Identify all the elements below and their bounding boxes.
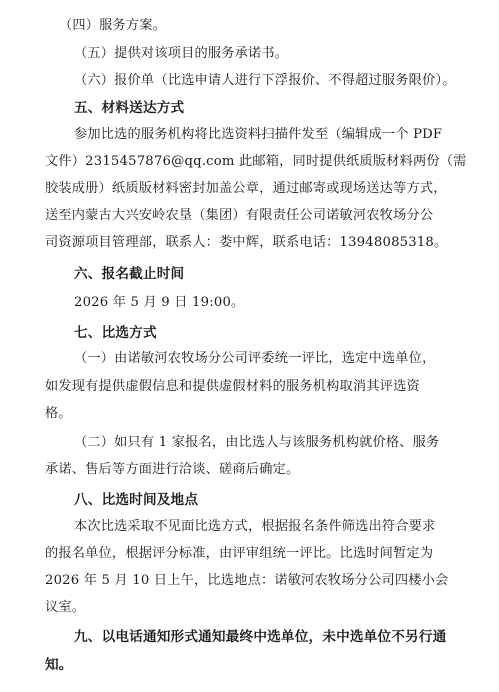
section-7-paragraph-line: 承诺、售后等方面进行洽谈、磋商后确定。 — [45, 462, 300, 477]
section-6-heading: 六、报名截止时间 — [74, 266, 185, 282]
section-5-paragraph-line: 参加比选的服务机构将比选资料扫描件发至（编辑成一个 PDF — [74, 127, 443, 142]
section-5-paragraph-line: 司资源项目管理部，联系人：娄中辉，联系电话：13948085318。 — [45, 235, 448, 250]
section-9-heading: 九、以电话通知形式通知最终中选单位，未中选单位不另行通 — [74, 629, 447, 645]
deadline-text: 2026 年 5 月 9 日 19:00。 — [74, 295, 245, 310]
section-7-paragraph-line: （一）由诺敏河农牧场分公司评委统一评比，选定中选单位， — [74, 351, 436, 366]
section-5-heading: 五、材料送达方式 — [74, 100, 185, 116]
section-7-paragraph-line: （二）如只有 1 家报名，由比选人与该服务机构就价格、服务 — [74, 435, 440, 450]
section-8-paragraph-line: 议室。 — [45, 600, 86, 615]
section-5-paragraph-line: 送至内蒙古大兴安岭农垦（集团）有限责任公司诺敏河农牧场分公 — [45, 208, 434, 223]
list-item-5: （五）提供对该项目的服务承诺书。 — [74, 46, 289, 61]
section-8-paragraph-line: 本次比选采取不见面比选方式，根据报名条件筛选出符合要求 — [74, 519, 436, 534]
section-5-paragraph-line: 文件）2315457876@qq.com 此邮箱，同时提供纸质版材料两份（需 — [45, 154, 467, 169]
section-8-paragraph-line: 2026 年 5 月 10 日上午，比选地点：诺敏河农牧场分公司四楼小会 — [45, 573, 449, 588]
section-8-paragraph-line: 的报名单位，根据评分标准，由评审组统一评比。比选时间暂定为 — [45, 546, 434, 561]
section-5-paragraph-line: 胶装成册）纸质版材料密封加盖公章，通过邮寄或现场送达等方式， — [45, 181, 447, 196]
section-9-heading-continued: 知。 — [45, 657, 73, 673]
list-item-4: （四）服务方案。 — [59, 18, 167, 33]
section-7-heading: 七、比选方式 — [74, 325, 157, 341]
section-7-paragraph-line: 如发现有提供虚假信息和提供虚假材料的服务机构取消其评选资 — [45, 379, 420, 394]
section-8-heading: 八、比选时间及地点 — [74, 492, 199, 508]
section-7-paragraph-line: 格。 — [45, 406, 72, 421]
list-item-6: （六）报价单（比选申请人进行下浮报价、不得超过服务限价）。 — [74, 73, 456, 88]
